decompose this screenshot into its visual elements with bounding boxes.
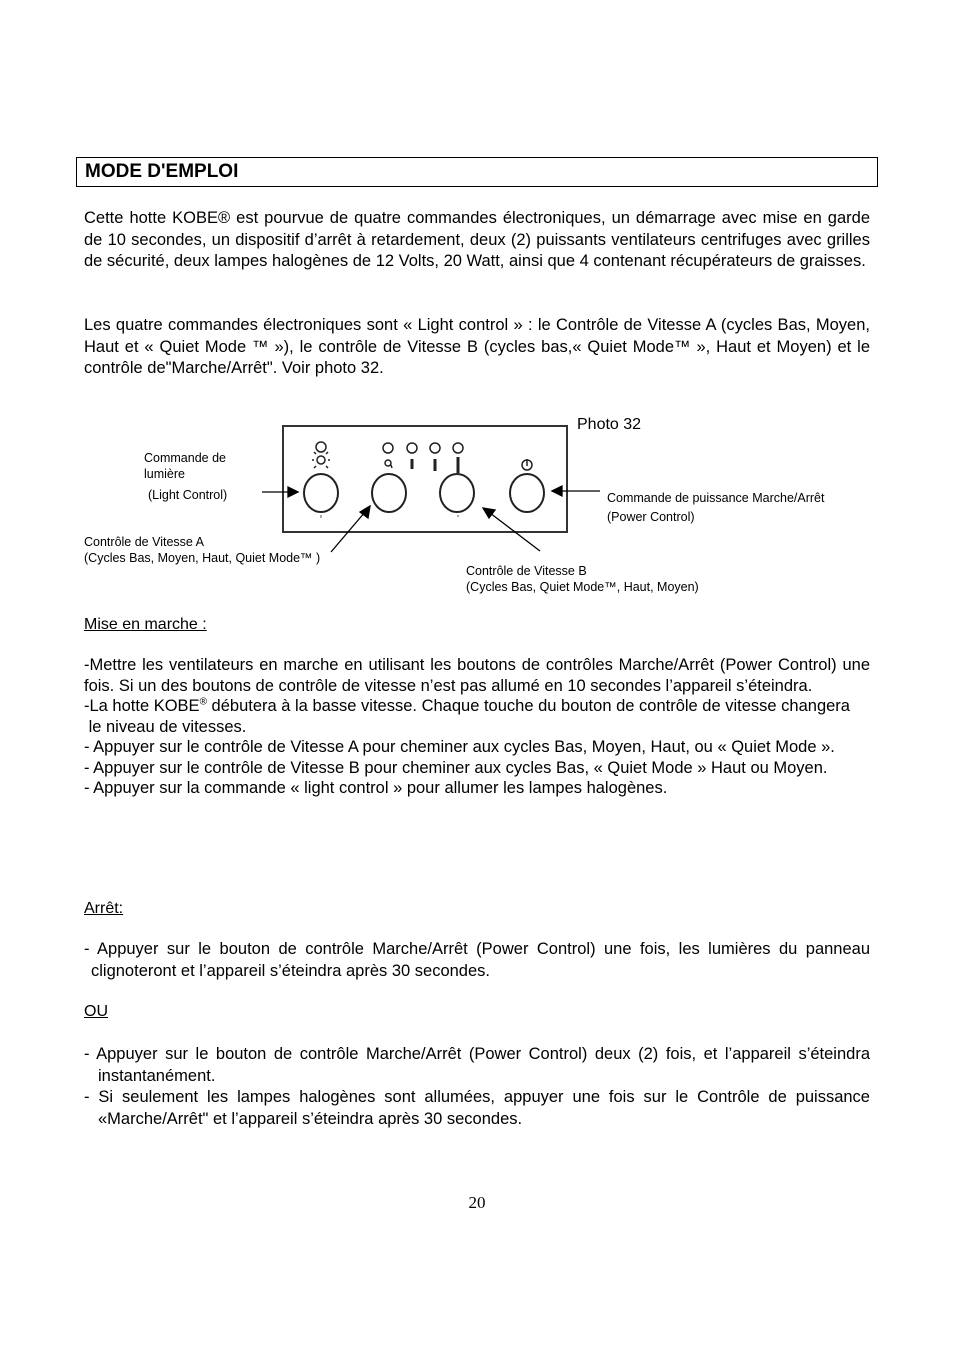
speed-a-label-line1: Contrôle de Vitesse A (84, 535, 204, 549)
startup-line-2 (84, 696, 870, 717)
light-label-line3: (Light Control) (148, 488, 228, 502)
section-title-box (76, 157, 878, 187)
power-label-line2: (Power Control) (607, 510, 695, 524)
stop-item-2: - Appuyer sur le bouton de contrôle Marche/Arrêt (Power Control) deux (2) fois, et l’appareil s’éteindra instantanément. (84, 1045, 870, 1085)
light-bulb-icon (312, 442, 330, 468)
page-number: 20 (468, 1193, 486, 1212)
arrow-speed-a (331, 506, 370, 552)
or-heading: OU (84, 1003, 108, 1020)
stop-item-1-block (84, 939, 870, 982)
intro-text: Cette hotte KOBE® est pourvue de quatre commandes électroniques, un démarrage avec mise en garde de 10 secondes, un dispositif d’arrêt à retardement, deux (2) puissants ventilateurs centrifuges avec grilles de sécurité, deux lampes halogènes de 12 Volts, 20 Watt, ainsi que 4 contenant récupérateurs de graisses. (84, 209, 870, 270)
speed-b-button (440, 474, 474, 512)
speed-a-button (372, 474, 406, 512)
power-label-line1: Commande de puissance Marche/Arrêt (607, 491, 825, 505)
startup-line-5: - Appuyer sur le contrôle de Vitesse B pour cheminer aux cycles Bas, « Quiet Mode » Haut ou Moyen. (84, 758, 828, 777)
startup-instructions (84, 655, 870, 799)
stop-heading: Arrêt: (84, 900, 124, 917)
startup-heading: Mise en marche : (84, 616, 207, 633)
startup-line-3: le niveau de vitesses. (84, 717, 247, 736)
section-title: MODE D'EMPLOI (85, 161, 239, 182)
stop-item-3: - Si seulement les lampes halogènes sont allumées, appuyer une fois sur le Contrôle de puissance «Marche/Arrêt" et l’appareil s’éteindra après 30 secondes. (84, 1088, 870, 1128)
registered-mark: ® (199, 696, 207, 708)
startup-line-4: - Appuyer sur le contrôle de Vitesse A pour cheminer aux cycles Bas, Moyen, Haut, ou « Quiet Mode ». (84, 738, 835, 756)
light-label-line1: Commande de (144, 451, 226, 465)
startup-line-1: -Mettre les ventilateurs en marche en utilisant les boutons de contrôles Marche/Arrêt (Power Control) une fois. Si un des boutons de contrôle de vitesse n’est pas allumé en 10 secondes l’appareil s’éteindra. (84, 656, 870, 695)
panel-outline (283, 426, 567, 532)
speed-b-label-line1: Contrôle de Vitesse B (466, 564, 587, 578)
power-icon (522, 459, 532, 470)
power-control-button (510, 474, 544, 512)
arrow-speed-b (483, 508, 540, 551)
intro-paragraph (84, 208, 870, 273)
controls-paragraph (84, 315, 870, 380)
startup-line-6: - Appuyer sur la commande « light control » pour allumer les lampes halogènes. (84, 779, 668, 797)
arrow-light (262, 487, 298, 497)
controls-text: Les quatre commandes électroniques sont « Light control » : le Contrôle de Vitesse A (cycles Bas, Moyen, Haut et « Quiet Mode ™ »), le contrôle de Vitesse B (cycles bas,« Quiet Mode™ », Haut et Moyen) et le contrôle de"Marche/Arrêt". Voir photo 32. (84, 316, 870, 377)
photo-label: Photo 32 (577, 416, 642, 433)
startup-line-2a: -La hotte KOBE (84, 697, 200, 715)
stop-item-1: - Appuyer sur le bouton de contrôle Marche/Arrêt (Power Control) une fois, les lumières du panneau clignoteront et l’appareil s’éteindra après 30 secondes. (84, 940, 870, 980)
speed-indicator-icons (383, 443, 463, 473)
arrow-power (552, 486, 600, 496)
startup-line-2b: débutera à la basse vitesse. Chaque touche du bouton de contrôle de vitesse changera (206, 697, 850, 715)
light-control-button (304, 474, 338, 512)
speed-a-label-line2: (Cycles Bas, Moyen, Haut, Quiet Mode™ ) (84, 551, 321, 565)
speed-b-label-line2: (Cycles Bas, Quiet Mode™, Haut, Moyen) (466, 580, 699, 594)
light-label-line2: lumière (144, 467, 185, 481)
stop-items-block (84, 1044, 870, 1130)
